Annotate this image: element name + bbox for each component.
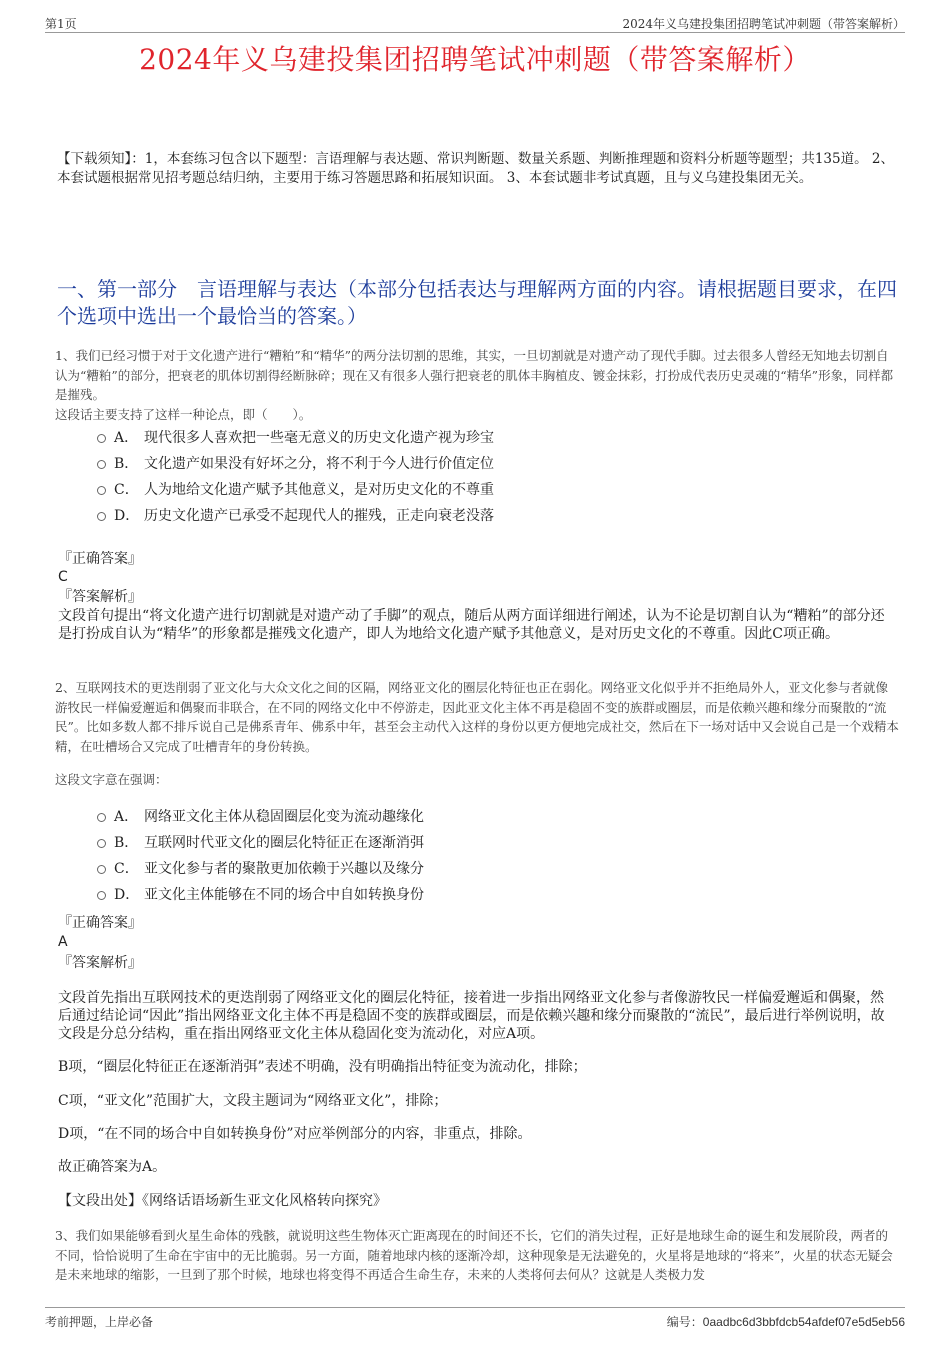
analysis-paragraph: C项，“亚文化”范围扩大，文段主题词为“网络亚文化”，排除；	[58, 1093, 448, 1109]
page-number: 第1页	[45, 17, 77, 31]
option-c[interactable]: C． 亚文化参与者的聚散更加依赖于兴趣以及缘分	[97, 858, 797, 884]
option-a[interactable]: A． 现代很多人喜欢把一些毫无意义的历史文化遗产视为珍宝	[97, 427, 797, 453]
section-heading: 一、第一部分 言语理解与表达（本部分包括表达与理解两方面的内容。请根据题目要求，在四个选项中选出一个最恰当的答案。）	[57, 277, 897, 328]
option-a[interactable]: A． 网络亚文化主体从稳固圈层化变为流动趣缘化	[97, 806, 797, 832]
question-1-options	[97, 427, 797, 531]
analysis-text: 文段首句提出“将文化遗产进行切割就是对遗产动了手脚”的观点，随后从两方面详细进行阐述，认为不论是切割自认为“糟粕”的部分还是打扮成自认为“精华”的形象都是摧残文化遗产，即人为地给文化遗产赋予其他意义，是对历史文化的不尊重。因此C项正确。	[58, 608, 885, 642]
question-1-stem: 1、我们已经习惯于对于文化遗产进行“糟粕”和“精华”的两分法切割的思维，其实，一旦切割就是对遗产动了现代手脚。过去很多人曾经无知地去切割自认为“糟粕”的部分，把衰老的肌体切割得经断脉碎；现在又有很多人强行把衰老的肌体丰胸植皮、镀金抹彩，打扮成代表历史灵魂的“精华”形象，同样都是摧残。	[55, 348, 894, 402]
page-footer	[45, 1307, 905, 1330]
document-code: 编号：0aadbc6d3bbfdcb54afdef07e5d5eb56	[666, 1315, 905, 1329]
page-header	[45, 12, 905, 33]
correct-answer: C	[58, 569, 68, 585]
correct-answer: A	[58, 934, 68, 950]
analysis-paragraph: 文段首先指出互联网技术的更迭削弱了网络亚文化的圈层化特征，接着进一步指出网络亚文化参与者像游牧民一样偏爱邂逅和偶聚，然后通过结论词“因此”指出网络亚文化主体不再是稳固不变的族群或圈层，而是依赖兴趣和缘分而聚散的“流民”，最后进行举例说明，故文段是分总分结构，重在指出网络亚文化主体从稳固化变为流动化，对应A项。	[58, 990, 885, 1042]
question-3-stem: 3、我们如果能够看到火星生命体的残骸，就说明这些生物体灭亡距离现在的时间还不长，它们的消失过程，正好是地球生命的诞生和发展阶段，两者的不同，恰恰说明了生命在宇宙中的无比脆弱。另一方面，随着地球内核的逐渐冷却，这种现象是无法避免的，火星将是地球的“将来”，火星的状态无疑会是未来地球的缩影，一旦到了那个时候，地球也将变得不再适合生命生存，未来的人类将何去何从？这就是人类极力发	[55, 1228, 893, 1282]
radio-icon[interactable]	[97, 486, 106, 495]
download-notice: 【下载须知】：1，本套练习包含以下题型：言语理解与表达题、常识判断题、数量关系题、判断推理题和资料分析题等题型；共135道。 2、本套试题根据常见招考题总结归纳，主要用于练习答题思路和拓展知识面。 3、本套试题非考试真题，且与义乌建投集团无关。	[57, 151, 894, 186]
radio-icon[interactable]	[97, 813, 106, 822]
question-2-stem: 2、互联网技术的更迭削弱了亚文化与大众文化之间的区隔，网络亚文化的圈层化特征也正在弱化。网络亚文化似乎并不拒绝局外人，亚文化参与者就像游牧民一样偏爱邂逅和偶聚而非联合，在不同的网络文化中不停游走，因此亚文化主体不再是稳固不变的族群或圈层，而是依赖兴趣和缘分而聚散的“流民”。比如多数人都不排斥说自己是佛系青年、佛系中年，甚至会主动代入这样的身份以更方便地完成社交，然后在下一场对话中又会说自己是一个戏精本精，在吐槽场合又完成了吐槽青年的身份转换。	[55, 680, 899, 754]
radio-icon[interactable]	[97, 512, 106, 521]
answer-heading: 『正确答案』	[58, 551, 142, 567]
radio-icon[interactable]	[97, 460, 106, 469]
passage-source: 【文段出处】《网络话语场新生亚文化风格转向探究》	[58, 1193, 387, 1209]
answer-heading: 『正确答案』	[58, 915, 142, 931]
option-b[interactable]: B． 文化遗产如果没有好坏之分，将不利于今人进行价值定位	[97, 453, 797, 479]
analysis-paragraph: 故正确答案为A。	[58, 1159, 167, 1175]
analysis-heading: 『答案解析』	[58, 955, 142, 971]
radio-icon[interactable]	[97, 839, 106, 848]
analysis-paragraph: B项，“圈层化特征正在逐渐消弭”表述不明确，没有明确指出特征变为流动化，排除；	[58, 1059, 587, 1075]
option-c[interactable]: C． 人为地给文化遗产赋予其他意义，是对历史文化的不尊重	[97, 479, 797, 505]
question-1-prompt: 这段话主要支持了这样一种论点，即（ ）。	[55, 407, 312, 422]
analysis-heading: 『答案解析』	[58, 589, 142, 605]
footer-slogan: 考前押题，上岸必备	[45, 1315, 154, 1329]
header-doc-title: 2024年义乌建投集团招聘笔试冲刺题（带答案解析）	[622, 17, 905, 31]
document-title: 2024年义乌建投集团招聘笔试冲刺题（带答案解析）	[139, 43, 811, 76]
question-2-prompt: 这段文字意在强调：	[55, 772, 168, 787]
question-2-options	[97, 806, 797, 910]
option-b[interactable]: B． 互联网时代亚文化的圈层化特征正在逐渐消弭	[97, 832, 797, 858]
radio-icon[interactable]	[97, 434, 106, 443]
analysis-paragraph: D项，“在不同的场合中自如转换身份”对应举例部分的内容，非重点，排除。	[58, 1126, 532, 1142]
radio-icon[interactable]	[97, 891, 106, 900]
option-d[interactable]: D． 历史文化遗产已承受不起现代人的摧残，正走向衰老没落	[97, 505, 797, 531]
option-d[interactable]: D． 亚文化主体能够在不同的场合中自如转换身份	[97, 884, 797, 910]
radio-icon[interactable]	[97, 865, 106, 874]
